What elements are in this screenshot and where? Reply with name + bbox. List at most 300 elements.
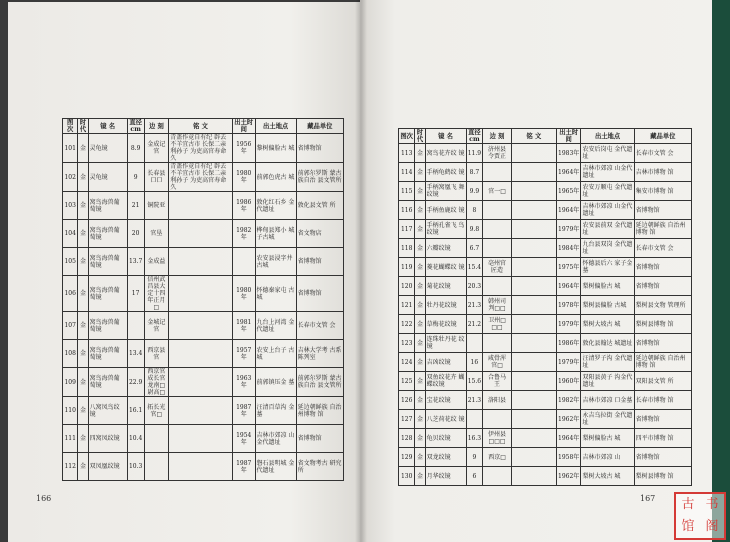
table-cell: 合鲁马 王 (483, 372, 512, 391)
table-cell: 省博物馆 (296, 134, 343, 163)
table-cell: 省博物馆 (634, 410, 691, 429)
table-cell: 汪清百草沟 金墓 (255, 397, 296, 425)
table-cell: 106 (63, 276, 78, 312)
table-row (399, 296, 692, 315)
table-cell: 前郭镇压金 墓 (255, 368, 296, 397)
right-table-body (399, 144, 692, 486)
table-cell: 双凤凰纹镜 (88, 453, 127, 481)
book-gutter (355, 0, 367, 542)
table-cell: 101 (63, 134, 78, 163)
table-cell: 敦化县翰达 城遗址 (581, 334, 634, 353)
table-cell: 9 (127, 163, 144, 192)
table-cell: 吉林市郊凉 山金代遗址 (255, 425, 296, 453)
table-row (399, 372, 692, 391)
table-row (63, 248, 344, 276)
table-cell: 108 (63, 340, 78, 368)
column-header: 出土地点 (581, 129, 634, 144)
seal-char: 阁 (705, 519, 719, 534)
seal-char: 馆 (681, 519, 695, 534)
table-row (63, 340, 344, 368)
table-cell: 官垦 (144, 220, 169, 248)
table-cell (511, 372, 556, 391)
table-cell: 金 (415, 144, 425, 163)
table-cell: 1962年 (556, 410, 581, 429)
table-row (399, 163, 692, 182)
table-cell: 灵龟镜 (88, 163, 127, 192)
table-cell (511, 467, 556, 486)
right-table-header (399, 129, 692, 144)
table-cell: 敦化红石乡 金代遗址 (255, 192, 296, 220)
column-header: 镜 名 (88, 119, 127, 134)
table-cell: 1980年 (232, 276, 255, 312)
table-cell: 21 (127, 192, 144, 220)
table-cell (483, 201, 512, 220)
table-cell (169, 425, 233, 453)
table-cell: 128 (399, 429, 415, 448)
column-header: 藏品单位 (634, 129, 691, 144)
table-cell: 13.7 (127, 248, 144, 276)
table-cell: 信州武 昌县大 定十四 年正月□ (144, 276, 169, 312)
table-cell: 金 (415, 334, 425, 353)
table-cell (511, 315, 556, 334)
table-cell: 1964年 (556, 163, 581, 182)
table-cell: 磐石县明城 金代遗址 (255, 453, 296, 481)
table-cell (511, 239, 556, 258)
table-cell: 手柄鱼鹿纹 镜 (425, 201, 466, 220)
table-cell (511, 410, 556, 429)
table-cell: 1979年 (556, 315, 581, 334)
left-page-number: 166 (36, 494, 52, 503)
table-cell: 11.9 (466, 144, 483, 163)
table-cell: 金 (78, 312, 88, 340)
column-header: 时代 (79, 119, 87, 133)
table-cell: 16 (466, 353, 483, 372)
table-cell: 集安市博物 馆 (634, 182, 691, 201)
table-cell: 吉林市郊凉 山金代遗址 (581, 163, 634, 182)
table-cell: 122 (399, 315, 415, 334)
table-cell: 1965年 (556, 182, 581, 201)
table-cell: 延边朝鲜族 自治州博物 馆 (634, 353, 691, 372)
table-cell: 吉林市郊凉 山 (581, 448, 634, 467)
table-cell: 金城记 官 (144, 312, 169, 340)
table-cell (511, 277, 556, 296)
collector-seal (674, 492, 726, 540)
table-cell: 宝花纹镜 (425, 391, 466, 410)
table-cell: 1957年 (232, 340, 255, 368)
table-cell: 草梅花纹镜 (425, 315, 466, 334)
table-cell: 梨树大坡古 城 (581, 467, 634, 486)
table-cell: 121 (399, 296, 415, 315)
table-cell: 21.3 (466, 391, 483, 410)
table-cell: 窝鸟海兽葡 萄镜 (88, 368, 127, 397)
table-cell: 123 (399, 334, 415, 353)
table-cell: 120 (399, 277, 415, 296)
table-cell: 117 (399, 220, 415, 239)
table-cell: 农安县浸字井 古城 (255, 248, 296, 276)
table-cell: 双鱼纹花卉 蝴蝶纹镜 (425, 372, 466, 391)
table-cell: 1963年 (232, 368, 255, 397)
table-cell: 济州县 令贾正 (483, 144, 512, 163)
table-cell: 115 (399, 182, 415, 201)
table-cell: 前郭色虎古 城 (255, 163, 296, 192)
table-cell (511, 391, 556, 410)
table-cell: 1981年 (232, 312, 255, 340)
table-cell: 铜院亚 (144, 192, 169, 220)
column-header: 镜 名 (425, 129, 466, 144)
table-cell: 8.7 (466, 163, 483, 182)
table-cell: 窝鸟海兽葡 萄镜 (88, 248, 127, 276)
table-cell: 114 (399, 163, 415, 182)
table-cell (511, 334, 556, 353)
table-cell (169, 312, 233, 340)
table-cell: 省文物考古 研究所 (296, 453, 343, 481)
table-cell: 吉林市博物 馆 (634, 163, 691, 182)
table-cell: 129 (399, 448, 415, 467)
table-cell: 怀德秦家屯 古城 (255, 276, 296, 312)
table-cell: 1986年 (232, 192, 255, 220)
table-cell: 105 (63, 248, 78, 276)
table-cell: 亳州官 匠造 (483, 258, 512, 277)
table-cell: 1954年 (232, 425, 255, 453)
table-cell: 韩州司 判□□ (483, 296, 512, 315)
table-cell (483, 163, 512, 182)
table-cell: 1962年 (556, 467, 581, 486)
table-cell (144, 453, 169, 481)
table-cell: 125 (399, 372, 415, 391)
table-cell: 9.9 (466, 182, 483, 201)
table-cell: 1964年 (556, 277, 581, 296)
table-cell: 102 (63, 163, 78, 192)
table-cell: 6 (466, 467, 483, 486)
table-cell: 金 (415, 239, 425, 258)
table-cell (169, 453, 233, 481)
table-cell: 八窝凤鸟纹 镜 (88, 397, 127, 425)
table-cell: 1975年 (556, 258, 581, 277)
table-row (399, 448, 692, 467)
table-cell: 9.8 (466, 220, 483, 239)
table-cell (483, 410, 512, 429)
column-header: 铭 文 (511, 129, 556, 144)
table-cell (483, 467, 512, 486)
right-mirror-table (398, 128, 692, 486)
table-cell: 牡丹花纹镜 (425, 296, 466, 315)
table-cell (511, 182, 556, 201)
table-cell: 汪清罗子沟 金代遗址 (581, 353, 634, 372)
table-cell: 107 (63, 312, 78, 340)
table-cell: 梨树县博物 馆 (634, 315, 691, 334)
column-header: 出土地点 (255, 119, 296, 134)
table-cell: 四窝凤纹镜 (88, 425, 127, 453)
table-cell (169, 276, 233, 312)
table-cell: 1986年 (556, 334, 581, 353)
table-cell: 1982年 (232, 220, 255, 248)
table-cell (483, 239, 512, 258)
table-row (399, 429, 692, 448)
table-cell (169, 397, 233, 425)
table-cell: 金 (415, 277, 425, 296)
table-row (63, 312, 344, 340)
table-cell: 22.9 (127, 368, 144, 397)
table-cell: 窝鸟花卉纹 镜 (425, 144, 466, 163)
table-cell (511, 296, 556, 315)
table-cell (511, 220, 556, 239)
table-cell: 梨树县博物 馆 (634, 467, 691, 486)
table-cell: 卫州□ □□ (483, 315, 512, 334)
table-cell: 104 (63, 220, 78, 248)
table-cell: 永吉乌拉街 金代遗址 (581, 410, 634, 429)
table-cell: 长春市文管 会 (296, 312, 343, 340)
table-row (399, 410, 692, 429)
table-cell (169, 192, 233, 220)
table-cell: 九台县双岗 金代遗址 (581, 239, 634, 258)
table-cell: 月华纹镜 (425, 467, 466, 486)
table-cell (169, 220, 233, 248)
table-row (399, 467, 692, 486)
table-cell: 金 (415, 258, 425, 277)
column-header: 直径 cm (466, 129, 483, 144)
table-cell: 农安后岗屯 金代遗址 (581, 144, 634, 163)
table-cell: 110 (63, 397, 78, 425)
table-cell: 金 (415, 391, 425, 410)
table-cell: 1983年 (556, 144, 581, 163)
table-cell: 金 (78, 134, 88, 163)
table-cell: 咸骨浑 官□ (483, 353, 512, 372)
table-cell: 桦甸县郑小 城子古城 (255, 220, 296, 248)
table-cell: 梨树大坡古 城 (581, 315, 634, 334)
table-row (63, 276, 344, 312)
table-cell: 省博物馆 (634, 334, 691, 353)
table-cell: 1982年 (556, 391, 581, 410)
table-cell: 长春市文管 会 (634, 144, 691, 163)
table-cell: 省文物店 (296, 220, 343, 248)
table-cell: 吉林市郊凉 口金墓 (581, 391, 634, 410)
table-row (63, 425, 344, 453)
table-cell: 金 (415, 182, 425, 201)
table-cell (466, 334, 483, 353)
table-cell: 吉林市郊凉 山金代遗址 (581, 201, 634, 220)
table-cell (511, 201, 556, 220)
table-cell: 113 (399, 144, 415, 163)
table-row (399, 277, 692, 296)
table-cell (511, 448, 556, 467)
table-cell: 8 (466, 201, 483, 220)
table-cell (511, 353, 556, 372)
table-row (399, 258, 692, 277)
table-cell: 长春市博物 馆 (634, 391, 691, 410)
table-cell: 17 (127, 276, 144, 312)
table-cell: 六瓣纹镜 (425, 239, 466, 258)
table-cell: 长春县口口 (144, 163, 169, 192)
table-cell: 金 (415, 163, 425, 182)
table-row (63, 134, 344, 163)
table-cell: 金 (78, 340, 88, 368)
table-cell: 1964年 (556, 429, 581, 448)
column-header: 图次 (63, 119, 78, 134)
table-cell: 126 (399, 391, 415, 410)
table-row (63, 220, 344, 248)
table-cell: 金 (415, 315, 425, 334)
seal-char: 书 (705, 497, 719, 512)
table-cell: 梨树偏脸古 城 (581, 277, 634, 296)
table-cell: 金成益 (144, 248, 169, 276)
table-cell: 金 (78, 425, 88, 453)
table-cell: 省博物馆 (296, 248, 343, 276)
table-cell: 敦化县文管 所 (296, 192, 343, 220)
table-cell (169, 340, 233, 368)
column-header: 出土时间 (234, 119, 254, 133)
table-cell: 金 (415, 220, 425, 239)
column-header: 出土时间 (556, 129, 581, 144)
table-cell: 金 (415, 410, 425, 429)
table-cell: 连珠牡丹花 纹镜 (425, 334, 466, 353)
table-cell: 四平市博物 馆 (634, 429, 691, 448)
table-cell: 1964年 (556, 201, 581, 220)
table-cell: 梨树县文物 管理所 (634, 296, 691, 315)
table-row (399, 391, 692, 410)
table-cell (511, 429, 556, 448)
table-cell: 省博物馆 (634, 258, 691, 277)
table-cell (144, 425, 169, 453)
table-cell: 灵龟镜 (88, 134, 127, 163)
table-row (399, 239, 692, 258)
table-cell: 青盖作竟自有纪 辟去不羊宜古市 长保二亲利孙子 为吏高官寿命久 (169, 134, 233, 163)
table-cell (466, 410, 483, 429)
table-cell: 省博物馆 (634, 277, 691, 296)
table-cell: 窝鸟海兽葡 萄镜 (88, 220, 127, 248)
table-cell: 窝鸟海兽葡 萄镜 (88, 276, 127, 312)
table-cell: 吉凶纹镜 (425, 353, 466, 372)
table-cell (511, 144, 556, 163)
table-cell: 长春市文管 会 (634, 239, 691, 258)
table-cell: 1987年 (232, 397, 255, 425)
table-row (63, 397, 344, 425)
table-cell: 130 (399, 467, 415, 486)
table-cell: 金 (415, 353, 425, 372)
table-cell: 梨树县偏脸 古城 (581, 296, 634, 315)
table-cell: 西京县 官 (144, 340, 169, 368)
table-cell: 菊花纹镜 (425, 277, 466, 296)
table-cell: 8.9 (127, 134, 144, 163)
table-row (399, 334, 692, 353)
table-cell: 西京官 成长官 龙南□ 尉高□ (144, 368, 169, 397)
table-cell: 农安县前双 金代遗址 (581, 220, 634, 239)
table-cell: 1958年 (556, 448, 581, 467)
table-cell: 15.4 (466, 258, 483, 277)
table-cell: 菱花蝴蝶纹 镜 (425, 258, 466, 277)
table-cell: 手柄龟鹤纹 镜 (425, 163, 466, 182)
table-cell: 1987年 (232, 453, 255, 481)
table-cell: 伊州县 □□□ (483, 429, 512, 448)
table-cell: 金 (78, 397, 88, 425)
table-cell: 9 (466, 448, 483, 467)
table-cell: 15.6 (466, 372, 483, 391)
table-cell: 1979年 (556, 220, 581, 239)
table-row (399, 353, 692, 372)
table-cell: 1979年 (556, 353, 581, 372)
table-cell: 16.1 (127, 397, 144, 425)
table-row (399, 144, 692, 163)
column-header: 直径 cm (127, 119, 144, 134)
table-cell: 金 (415, 467, 425, 486)
table-cell: 金 (78, 453, 88, 481)
table-cell: 黎树偏脸古 城 (255, 134, 296, 163)
column-header: 时代 (416, 129, 424, 143)
table-cell (511, 258, 556, 277)
table-cell: 6.7 (466, 239, 483, 258)
table-cell: 124 (399, 353, 415, 372)
table-cell: 九台上河湾 金代遗址 (255, 312, 296, 340)
table-row (63, 192, 344, 220)
table-cell: 洛阳县 (483, 391, 512, 410)
table-cell: 窝鸟海兽葡 萄镜 (88, 312, 127, 340)
table-cell: 109 (63, 368, 78, 397)
table-cell: 省博物馆 (296, 276, 343, 312)
table-row (399, 182, 692, 201)
table-cell: 龟贝纹镜 (425, 429, 466, 448)
table-cell: 吉林大学考 古系陈列室 (296, 340, 343, 368)
column-header: 边 刻 (483, 129, 512, 144)
table-cell: 20 (127, 220, 144, 248)
table-cell: 20.3 (466, 277, 483, 296)
table-cell: 111 (63, 425, 78, 453)
table-cell: 金 (78, 220, 88, 248)
table-cell: 手柄窝凰飞 舞纹镜 (425, 182, 466, 201)
table-cell: 青盖作竟自有纪 辟去不羊宜古市 长保二亲利孙子 为吏高官寿命久 (169, 163, 233, 192)
table-cell: 省博物馆 (634, 448, 691, 467)
table-cell: 金 (415, 296, 425, 315)
table-cell (169, 248, 233, 276)
table-cell: 延边朝鲜族 自治州博物 馆 (634, 220, 691, 239)
table-cell: 西京□ (483, 448, 512, 467)
table-cell: 金 (78, 192, 88, 220)
column-header: 铭 文 (169, 119, 233, 134)
table-cell (483, 220, 512, 239)
table-cell: 金 (415, 429, 425, 448)
table-cell: 双龙纹镜 (425, 448, 466, 467)
table-cell: 13.4 (127, 340, 144, 368)
table-cell: 八芝荷花纹 镜 (425, 410, 466, 429)
table-cell: 双阳县黄子 沟金代遗址 (581, 372, 634, 391)
table-row (399, 201, 692, 220)
table-cell: 前郭尔罗斯 蒙古族自治 县文管所 (296, 368, 343, 397)
table-cell: 金 (415, 448, 425, 467)
table-cell (483, 277, 512, 296)
table-cell: 10.4 (127, 425, 144, 453)
table-cell: 农安万顺屯 金代遗址 (581, 182, 634, 201)
column-header: 藏品单位 (296, 119, 343, 134)
table-cell: 金 (78, 248, 88, 276)
table-cell: 怀德县后六 家子金墓 (581, 258, 634, 277)
table-cell: 窝鸟海兽葡 萄镜 (88, 340, 127, 368)
table-row (63, 453, 344, 481)
table-cell: 127 (399, 410, 415, 429)
table-cell: 金 (78, 163, 88, 192)
table-cell: 手柄孔雀飞 鸟纹镜 (425, 220, 466, 239)
table-cell: 省博物馆 (634, 201, 691, 220)
table-cell: 拓长光 官□ (144, 397, 169, 425)
left-mirror-table (62, 118, 344, 481)
column-header: 边 刻 (144, 119, 169, 134)
table-cell: 金成记官 (144, 134, 169, 163)
table-cell (127, 312, 144, 340)
seal-char: 古 (681, 497, 695, 512)
table-cell: 112 (63, 453, 78, 481)
table-cell: 金 (415, 201, 425, 220)
table-cell: 金 (78, 368, 88, 397)
table-cell: 16.3 (466, 429, 483, 448)
table-cell: 前郭尔罗斯 蒙古族自治 县文管所 (296, 163, 343, 192)
table-cell: 农安上台子 古城 (255, 340, 296, 368)
